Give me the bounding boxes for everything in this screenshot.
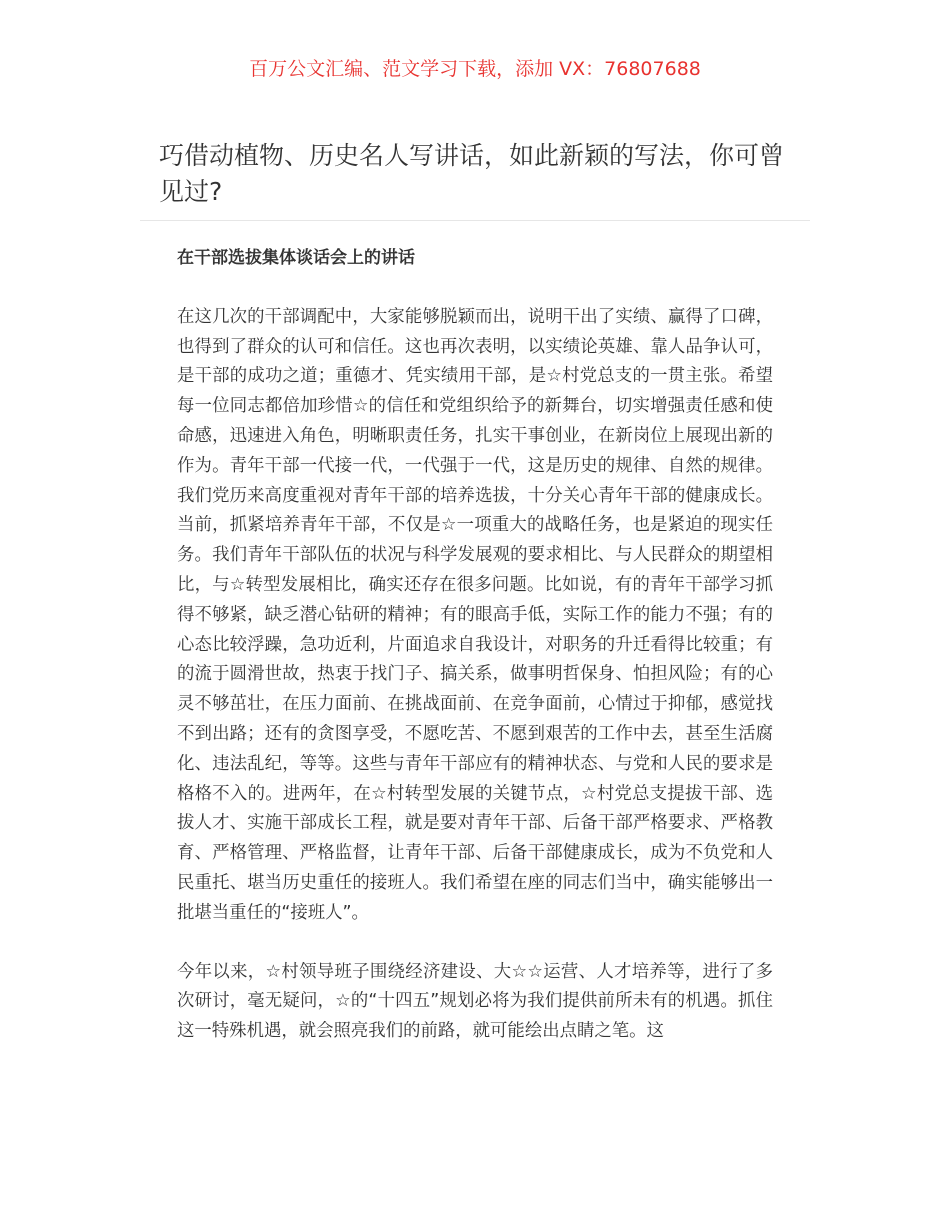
title-divider	[140, 220, 810, 221]
body-paragraph: 在这几次的干部调配中，大家能够脱颖而出，说明干出了实绩、赢得了口碑，也得到了群众的认可和信任。这也再次表明，以实绩论英雄、靠人品争认可，是干部的成功之道；重德才、凭实绩用干部，是☆村党总支的一贯主张。希望每一位同志都倍加珍惜☆的信任和党组织给予的新舞台，切实增强责任感和使命感，迅速进入角色，明晰职责任务，扎实干事创业，在新岗位上展现出新的作为。青年干部一代接一代，一代强于一代，这是历史的规律、自然的规律。我们党历来高度重视对青年干部的培养选拔，十分关心青年干部的健康成长。当前，抓紧培养青年干部，不仅是☆一项重大的战略任务，也是紧迫的现实任务。我们青年干部队伍的状况与科学发展观的要求相比、与人民群众的期望相比，与☆转型发展相比，确实还存在很多问题。比如说，有的青年干部学习抓得不够紧，缺乏潜心钻研的精神；有的眼高手低，实际工作的能力不强；有的心态比较浮躁，急功近利，片面追求自我设计，对职务的升迁看得比较重；有的流于圆滑世故，热衷于找门子、搞关系，做事明哲保身、怕担风险；有的心灵不够茁壮，在压力面前、在挑战面前、在竞争面前，心情过于抑郁，感觉找不到出路；还有的贪图享受，不愿吃苦、不愿到艰苦的工作中去，甚至生活腐化、违法乱纪，等等。这些与青年干部应有的精神状态、与党和人民的要求是格格不入的。进两年，在☆村转型发展的关键节点，☆村党总支提拔干部、选拔人才、实施干部成长工程，就是要对青年干部、后备干部严格要求、严格教育、严格管理、严格监督，让青年干部、后备干部健康成长，成为不负党和人民重托、堪当历史重任的接班人。我们希望在座的同志们当中，确实能够出一批堪当重任的“接班人”。	[177, 306, 773, 923]
article-title: 巧借动植物、历史名人写讲话，如此新颖的写法，你可曾见过?	[159, 141, 785, 206]
speech-subheading: 在干部选拔集体谈话会上的讲话	[177, 248, 415, 268]
promo-banner: 百万公文汇编、范文学习下载，添加 VX：76807688	[249, 58, 701, 80]
article-body	[177, 244, 773, 1084]
body-paragraph: 今年以来，☆村领导班子围绕经济建设、大☆☆运营、人才培养等，进行了多次研讨，毫无疑问，☆的“十四五”规划必将为我们提供前所未有的机遇。抓住这一特殊机遇，就会照亮我们的前路，就可能绘出点睛之笔。这	[177, 961, 773, 1042]
